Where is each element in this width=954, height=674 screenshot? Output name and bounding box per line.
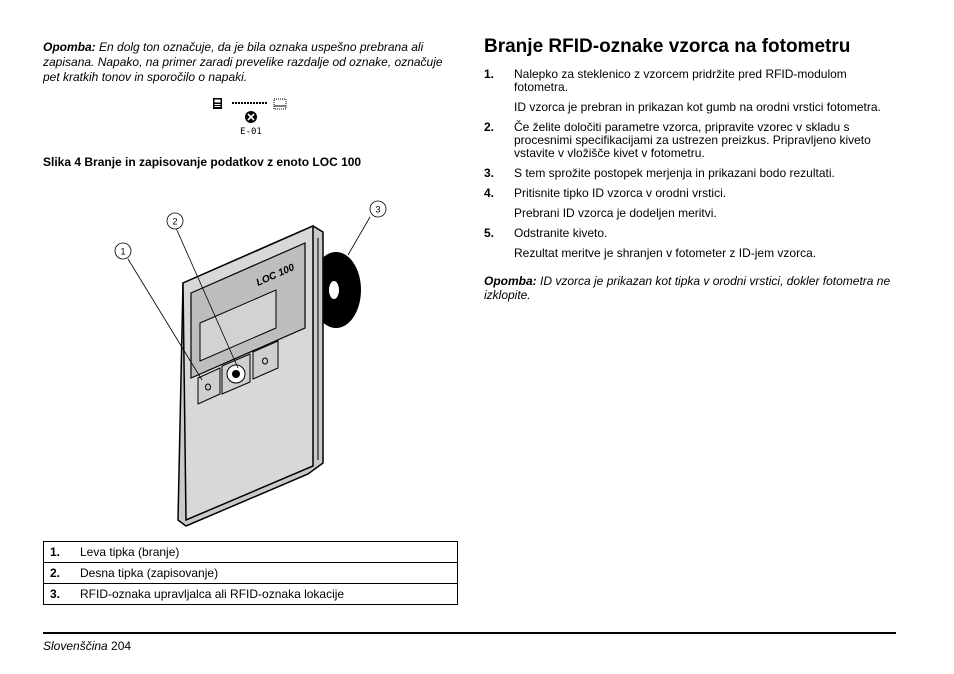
note-right-label: Opomba:: [484, 274, 537, 288]
step-number: 3.: [484, 166, 495, 180]
device-label: LOC 100: [254, 262, 297, 289]
page-number: 204: [107, 639, 132, 653]
svg-text:2: 2: [172, 216, 178, 227]
step-result: Rezultat meritve je shranjen v fotometer z ID-jem vzorca.: [514, 246, 817, 260]
note-top-text: En dolg ton označuje, da je bila oznaka uspešno prebrana ali zapisana. Napako, na primer zaradi prevelike razdalje od oznake, označuje pet kratkih tonov in sporočilo o napaki.: [43, 40, 443, 84]
vial-icon: [274, 99, 286, 109]
list-item: [484, 227, 899, 260]
step-number: 1.: [484, 67, 495, 81]
step-result: Prebrani ID vzorca je dodeljen meritvi.: [514, 206, 717, 220]
step-text: Nalepko za steklenico z vzorcem pridržite pred RFID-modulom fotometra.: [514, 67, 847, 94]
callout-1: [115, 243, 131, 259]
procedure-steps: [484, 68, 899, 267]
list-item: [484, 68, 899, 114]
footer-divider: [43, 632, 896, 634]
note-right-text: ID vzorca je prikazan kot tipka v orodni vrstici, dokler fotometra ne izklopite.: [484, 274, 891, 302]
list-item: [484, 187, 899, 220]
step-number: 5.: [484, 226, 495, 240]
legend-number: 1.: [44, 542, 75, 563]
callout-2: [167, 213, 183, 229]
section-title: Branje RFID-oznake vzorca na fotometru: [484, 36, 851, 57]
list-item: [484, 121, 899, 160]
legend-number: 2.: [44, 563, 75, 584]
note-top: [43, 40, 458, 85]
callout-3: [370, 201, 386, 217]
svg-text:3: 3: [375, 204, 381, 215]
table-row: [44, 584, 458, 605]
note-right: [484, 274, 899, 302]
step-text: S tem sprožite postopek merjenja in prikazani bodo rezultati.: [514, 166, 835, 180]
figure-caption: Slika 4 Branje in zapisovanje podatkov z enoto LOC 100: [43, 155, 362, 169]
device-icon: [213, 98, 222, 109]
legend-text: Leva tipka (branje): [74, 542, 458, 563]
list-item: [484, 167, 899, 180]
error-code: E-01: [240, 127, 262, 137]
error-x-icon: [245, 111, 257, 123]
step-number: 4.: [484, 186, 495, 200]
figure-legend-table: [43, 541, 458, 605]
legend-text: RFID-oznaka upravljalca ali RFID-oznaka lokacije: [74, 584, 458, 605]
page-footer: [43, 639, 131, 653]
legend-number: 3.: [44, 584, 75, 605]
note-top-label: Opomba:: [43, 40, 96, 54]
legend-text: Desna tipka (zapisovanje): [74, 563, 458, 584]
table-row: [44, 542, 458, 563]
read-status-icons: [212, 97, 292, 137]
loc100-device-illustration: [108, 198, 398, 530]
step-text: Pritisnite tipko ID vzorca v orodni vrstici.: [514, 186, 727, 200]
step-number: 2.: [484, 120, 495, 134]
footer-language: Slovenščina: [43, 639, 108, 653]
step-result: ID vzorca je prebran in prikazan kot gumb na orodni vrstici fotometra.: [514, 100, 881, 114]
svg-text:1: 1: [120, 246, 126, 257]
table-row: [44, 563, 458, 584]
step-text: Odstranite kiveto.: [514, 226, 608, 240]
step-text: Če želite določiti parametre vzorca, pripravite vzorec v skladu s procesnimi specifikacijami za ustrezen preizkus. Pripravljeno kiveto vstavite v vložišče kivet v fotometru.: [514, 120, 871, 160]
